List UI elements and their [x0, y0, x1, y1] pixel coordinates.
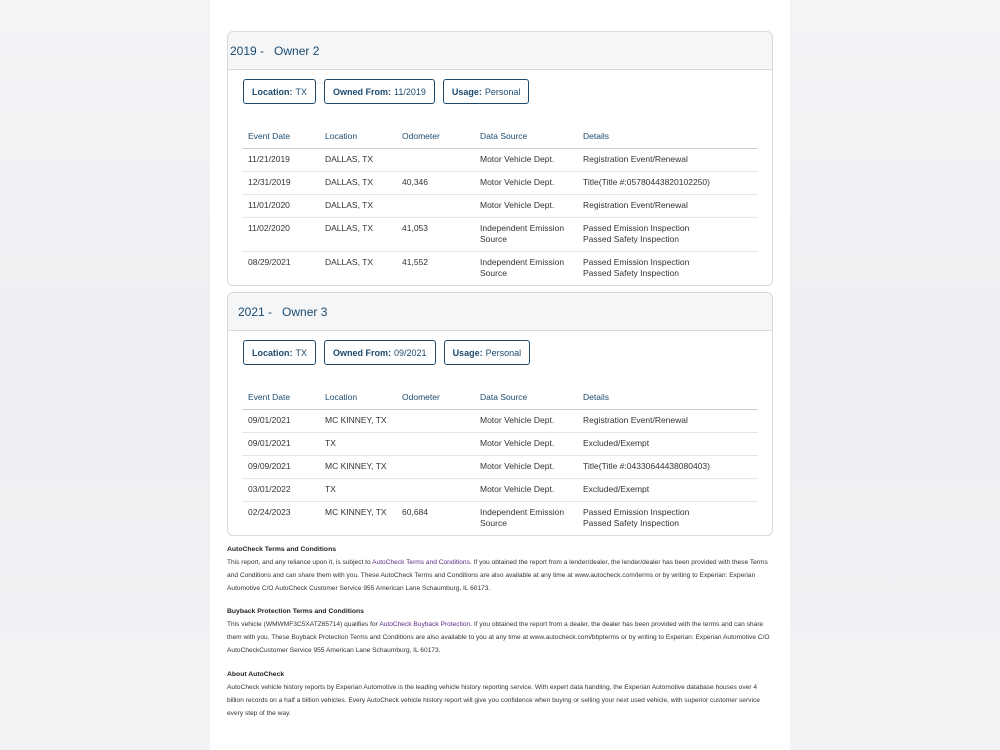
owner-year: 2019 -: [230, 43, 265, 58]
table-row: [242, 251, 758, 285]
cell-odometer: [396, 455, 474, 478]
owner-card-owner-2: [227, 31, 773, 286]
cell-odometer: [396, 432, 474, 455]
report-page: [210, 0, 790, 750]
cell-location: DALLAS, TX: [319, 148, 396, 171]
cell-source: Motor Vehicle Dept.: [474, 409, 577, 432]
col-location: Location: [319, 386, 396, 409]
cell-details: Passed Emission Inspection Passed Safety Inspection: [583, 506, 690, 528]
col-location: Location: [319, 125, 396, 148]
col-event-date: Event Date: [242, 386, 319, 409]
terms-title: AutoCheck Terms and Conditions: [227, 546, 337, 553]
owner-card-owner-3: [227, 292, 773, 536]
table-row: [242, 501, 758, 535]
background-right: [790, 0, 1000, 750]
owner-summary-pills: [228, 331, 772, 375]
cell-location: DALLAS, TX: [319, 217, 396, 251]
buyback-body: This vehicle (WMWMF3C5XATZ65714) qualifies for AutoCheck Buyback Protection. If you obtained the report from a dealer, the dealer has been provided with the terms and can share them with you. These Buyback Protection Terms and Conditions are also available to you at any time at www.autocheck.com/bbpterms or by writing to Experian: Experian Automotive C/O AutoCheckCustomer Service 955 American Lane Schaumburg, IL 60173.: [227, 621, 770, 654]
event-table: [242, 125, 758, 285]
cell-date: 11/01/2020: [242, 194, 319, 217]
table-row: [242, 194, 758, 217]
terms-body: This report, and any reliance upon it, is subject to AutoCheck Terms and Conditions. If you obtained the report from a lender/dealer, the lender/dealer has been provided with these Terms and Conditions and can share them with you. These AutoCheck Terms and Conditions are also available at any time at www.autocheck.com/terms or by writing to Experian: Experian Automotive C/O AutoCheck Customer Service 955 American Lane Schaumburg, IL 60173.: [227, 559, 768, 592]
cell-source: Motor Vehicle Dept.: [474, 478, 577, 501]
owner-summary-pills: [228, 70, 772, 114]
cell-details: Excluded/Exempt: [577, 478, 758, 501]
cell-location: TX: [319, 432, 396, 455]
col-details: Details: [577, 125, 758, 148]
cell-details: Passed Emission Inspection Passed Safety Inspection: [583, 256, 690, 278]
cell-date: 02/24/2023: [248, 506, 291, 517]
usage-pill: Usage: Personal: [444, 340, 531, 365]
cell-details: Registration Event/Renewal: [577, 409, 758, 432]
cell-date: 11/02/2020: [242, 217, 319, 251]
cell-source: Motor Vehicle Dept.: [474, 455, 577, 478]
table-row: [242, 432, 758, 455]
cell-details: Registration Event/Renewal: [577, 148, 758, 171]
table-header-row: [242, 386, 758, 409]
table-row: [242, 478, 758, 501]
col-odometer: Odometer: [396, 386, 474, 409]
owned-from-pill: Owned From: 09/2021: [324, 340, 436, 365]
about-body: AutoCheck vehicle history reports by Experian Automotive is the leading vehicle history reporting service. With expert data handling, the Experian Automotive database houses over 4 billion records on a half a billion vehicles. Every AutoCheck vehicle history report will give you confidence when buying or selling your next used vehicle, with superior customer service every step of the way.: [227, 684, 760, 717]
col-event-date: Event Date: [242, 125, 319, 148]
owner-header: [228, 32, 772, 70]
table-row: [242, 455, 758, 478]
buyback-link[interactable]: AutoCheck Buyback Protection: [379, 621, 471, 628]
col-details: Details: [577, 386, 758, 409]
cell-location: MC KINNEY, TX: [319, 455, 396, 478]
cell-location: TX: [319, 478, 396, 501]
cell-odometer: [396, 148, 474, 171]
cell-details: Passed Emission Inspection Passed Safety Inspection: [577, 217, 758, 251]
table-row: [242, 217, 758, 251]
cell-source: Motor Vehicle Dept.: [474, 194, 577, 217]
cell-location: DALLAS, TX: [319, 171, 396, 194]
cell-source: Independent Emission Source: [480, 256, 565, 278]
cell-details: Title(Title #:04330644438080403): [577, 455, 758, 478]
cell-odometer: 40,346: [396, 171, 474, 194]
col-odometer: Odometer: [396, 125, 474, 148]
table-header-row: [242, 125, 758, 148]
cell-source: Motor Vehicle Dept.: [474, 432, 577, 455]
cell-source: Independent Emission Source: [474, 217, 577, 251]
table-row: [242, 171, 758, 194]
location-pill: Location: TX: [243, 340, 316, 365]
owner-header: [228, 293, 772, 331]
background-left: [0, 0, 210, 750]
cell-odometer: 41,552: [402, 256, 428, 267]
about-title: About AutoCheck: [227, 671, 285, 678]
cell-location: DALLAS, TX: [325, 256, 374, 267]
owner-name: Owner 3: [282, 304, 328, 319]
terms-section: [227, 543, 775, 595]
cell-date: 08/29/2021: [248, 256, 291, 267]
location-pill: Location: TX: [243, 79, 316, 104]
owner-year: 2021 -: [238, 304, 273, 319]
cell-location: MC KINNEY, TX: [319, 409, 396, 432]
cell-date: 03/01/2022: [242, 478, 319, 501]
buyback-title: Buyback Protection Terms and Conditions: [227, 608, 364, 615]
cell-location: MC KINNEY, TX: [325, 506, 387, 517]
cell-odometer: [396, 194, 474, 217]
cell-source: Motor Vehicle Dept.: [474, 171, 577, 194]
table-row: [242, 409, 758, 432]
cell-date: 09/01/2021: [242, 432, 319, 455]
cell-odometer: [396, 409, 474, 432]
cell-date: 12/31/2019: [242, 171, 319, 194]
cell-details: Title(Title #:05780443820102250): [577, 171, 758, 194]
usage-pill: Usage: Personal: [443, 79, 530, 104]
about-section: [227, 668, 775, 720]
table-row: [242, 148, 758, 171]
cell-location: DALLAS, TX: [319, 194, 396, 217]
col-data-source: Data Source: [474, 386, 577, 409]
cell-details: Excluded/Exempt: [577, 432, 758, 455]
owner-name: Owner 2: [274, 43, 320, 58]
cell-date: 11/21/2019: [242, 148, 319, 171]
cell-odometer: 41,053: [396, 217, 474, 251]
owned-from-pill: Owned From: 11/2019: [324, 79, 435, 104]
cell-odometer: [396, 478, 474, 501]
buyback-section: [227, 605, 775, 657]
cell-details: Registration Event/Renewal: [577, 194, 758, 217]
cell-date: 09/09/2021: [242, 455, 319, 478]
terms-link[interactable]: AutoCheck Terms and Conditions: [372, 559, 470, 566]
cell-source: Motor Vehicle Dept.: [474, 148, 577, 171]
cell-odometer: 60,684: [402, 506, 428, 517]
col-data-source: Data Source: [474, 125, 577, 148]
cell-source: Independent Emission Source: [480, 506, 565, 528]
event-table: [242, 386, 758, 535]
cell-date: 09/01/2021: [242, 409, 319, 432]
